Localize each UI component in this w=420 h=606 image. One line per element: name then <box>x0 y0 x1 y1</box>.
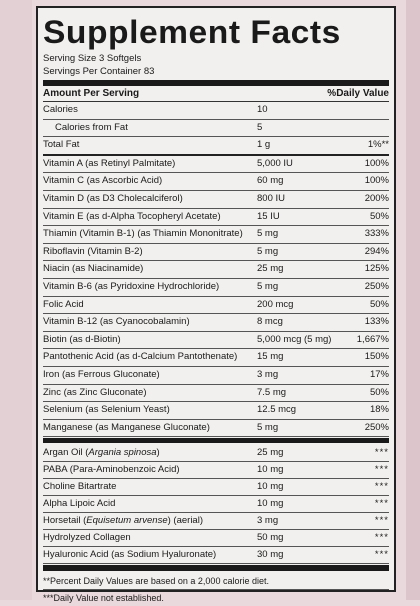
panel-title: Supplement Facts <box>43 14 341 50</box>
table-row <box>43 102 389 120</box>
nutrient-name: Calories from Fat <box>55 121 128 133</box>
ingredient-name: Alpha Lipoic Acid <box>43 498 116 510</box>
amount-per-serving-label: Amount Per Serving <box>43 88 140 99</box>
ingredient-amount: 10 mg <box>257 464 284 476</box>
nutrient-daily-value: 250% <box>364 421 389 433</box>
nutrient-amount: 5 mg <box>257 245 279 257</box>
table-row <box>43 530 389 547</box>
mid-divider <box>43 438 389 443</box>
ingredient-name: Choline Bitartrate <box>43 481 117 493</box>
nutrient-amount: 7.5 mg <box>257 386 287 398</box>
nutrient-name: Vitamin E (as d-Alpha Tocopheryl Acetate) <box>43 210 221 222</box>
bottom-divider <box>43 565 389 571</box>
nutrient-name: Vitamin C (as Ascorbic Acid) <box>43 175 163 187</box>
ingredient-daily-value: *** <box>374 532 389 544</box>
background-left <box>0 0 32 600</box>
table-row <box>43 445 389 462</box>
nutrient-daily-value: 133% <box>364 316 389 328</box>
table-row <box>43 209 389 227</box>
nutrient-rows <box>43 102 389 437</box>
table-row <box>43 513 389 530</box>
nutrient-amount: 800 IU <box>257 192 285 204</box>
table-row <box>43 279 389 297</box>
nutrient-daily-value: 294% <box>364 245 389 257</box>
footnote-dv: **Percent Daily Values are based on a 2,000 calorie diet. <box>43 576 269 587</box>
table-row <box>43 120 389 138</box>
table-row <box>43 314 389 332</box>
nutrient-daily-value: 100% <box>364 175 389 187</box>
nutrient-amount: 5 mg <box>257 421 279 433</box>
ingredient-amount: 10 mg <box>257 481 284 493</box>
nutrient-name: Total Fat <box>43 139 80 151</box>
table-row <box>43 547 389 564</box>
nutrient-name: Folic Acid <box>43 298 84 310</box>
nutrient-name: Riboflavin (Vitamin B-2) <box>43 245 143 257</box>
nutrient-amount: 5,000 IU <box>257 157 293 169</box>
ingredient-amount: 50 mg <box>257 532 284 544</box>
nutrient-amount: 15 IU <box>257 210 280 222</box>
ingredient-daily-value: *** <box>374 464 389 476</box>
nutrient-amount: 10 <box>257 104 268 115</box>
table-row <box>43 349 389 367</box>
table-row <box>43 479 389 496</box>
nutrient-daily-value: 1%** <box>367 139 389 151</box>
footnote-not-established: ***Daily Value not established. <box>43 589 389 606</box>
table-row <box>43 420 389 438</box>
servings-per-container: Servings Per Container 83 <box>43 66 155 77</box>
ingredient-daily-value: *** <box>374 481 389 493</box>
nutrient-name: Vitamin B-6 (as Pyridoxine Hydrochloride) <box>43 280 220 292</box>
nutrient-daily-value: 333% <box>364 228 389 240</box>
nutrient-amount: 15 mg <box>257 351 284 363</box>
serving-size: Serving Size 3 Softgels <box>43 53 142 64</box>
table-row <box>43 156 389 174</box>
daily-value-label: %Daily Value <box>327 88 389 99</box>
ingredient-amount: 3 mg <box>257 515 279 527</box>
nutrient-daily-value: 18% <box>369 404 389 416</box>
nutrient-amount: 200 mcg <box>257 298 294 310</box>
ingredient-name: Hyaluronic Acid (as Sodium Hyaluronate) <box>43 549 217 561</box>
nutrient-amount: 12.5 mcg <box>257 404 297 416</box>
ingredient-name: Argan Oil (Argania spinosa) <box>43 447 160 459</box>
table-row <box>43 367 389 385</box>
table-header <box>43 87 389 102</box>
ingredient-name: Hydrolyzed Collagen <box>43 532 131 544</box>
nutrient-amount: 1 g <box>257 139 271 151</box>
nutrient-name: Pantothenic Acid (as d-Calcium Pantothenate) <box>43 351 238 363</box>
nutrient-daily-value: 1,667% <box>356 333 389 345</box>
table-row <box>43 332 389 350</box>
supplement-facts-panel <box>36 6 396 604</box>
nutrient-daily-value: 50% <box>369 210 389 222</box>
nutrient-amount: 5 mg <box>257 280 279 292</box>
nutrient-name: Manganese (as Manganese Gluconate) <box>43 421 210 433</box>
nutrient-amount: 60 mg <box>257 175 284 187</box>
nutrient-daily-value: 250% <box>364 280 389 292</box>
botanical-name: Equisetum arvense <box>86 515 168 527</box>
nutrient-name: Vitamin A (as Retinyl Palmitate) <box>43 157 176 169</box>
nutrient-name: Selenium (as Selenium Yeast) <box>43 404 170 416</box>
ingredient-amount: 30 mg <box>257 549 284 561</box>
table-row <box>43 191 389 209</box>
table-row <box>43 385 389 403</box>
ingredient-daily-value: *** <box>374 447 389 459</box>
nutrient-daily-value: 125% <box>364 263 389 275</box>
other-ingredient-rows <box>43 445 389 564</box>
background-right <box>406 0 420 600</box>
nutrient-daily-value: 50% <box>369 386 389 398</box>
ingredient-daily-value: *** <box>374 515 389 527</box>
ingredient-name: Horsetail (Equisetum arvense) (aerial) <box>43 515 203 527</box>
nutrient-daily-value <box>347 102 389 119</box>
nutrient-name: Vitamin B-12 (as Cyanocobalamin) <box>43 316 190 328</box>
nutrient-daily-value <box>347 120 389 137</box>
table-row <box>43 261 389 279</box>
botanical-name: Argania spinosa <box>88 447 157 459</box>
ingredient-name: PABA (Para-Aminobenzoic Acid) <box>43 464 180 476</box>
ingredient-amount: 10 mg <box>257 498 284 510</box>
ingredient-daily-value: *** <box>374 498 389 510</box>
nutrient-name: Vitamin D (as D3 Cholecalciferol) <box>43 192 183 204</box>
table-row <box>43 297 389 315</box>
table-row <box>43 402 389 420</box>
nutrient-amount: 5,000 mcg (5 mg) <box>257 333 332 345</box>
nutrient-name: Thiamin (Vitamin B-1) (as Thiamin Mononitrate) <box>43 228 243 240</box>
nutrient-amount: 3 mg <box>257 368 279 380</box>
nutrient-name: Niacin (as Niacinamide) <box>43 263 144 275</box>
nutrient-daily-value: 100% <box>364 157 389 169</box>
table-row <box>43 462 389 479</box>
table-row <box>43 226 389 244</box>
nutrient-name: Biotin (as d-Biotin) <box>43 333 121 345</box>
table-row <box>43 244 389 262</box>
nutrient-daily-value: 200% <box>364 192 389 204</box>
nutrient-daily-value: 17% <box>369 368 389 380</box>
nutrient-amount: 5 mg <box>257 228 279 240</box>
nutrient-name: Calories <box>43 104 78 115</box>
ingredient-amount: 25 mg <box>257 447 284 459</box>
nutrient-name: Zinc (as Zinc Gluconate) <box>43 386 147 398</box>
nutrient-name: Iron (as Ferrous Gluconate) <box>43 368 160 380</box>
thick-divider <box>43 80 389 86</box>
table-row <box>43 137 389 156</box>
table-row <box>43 173 389 191</box>
nutrient-daily-value: 150% <box>364 351 389 363</box>
nutrient-amount: 8 mcg <box>257 316 283 328</box>
ingredient-daily-value: *** <box>374 549 389 561</box>
table-row <box>43 496 389 513</box>
nutrient-amount: 25 mg <box>257 263 284 275</box>
nutrient-daily-value: 50% <box>369 298 389 310</box>
nutrient-amount: 5 <box>257 121 263 133</box>
